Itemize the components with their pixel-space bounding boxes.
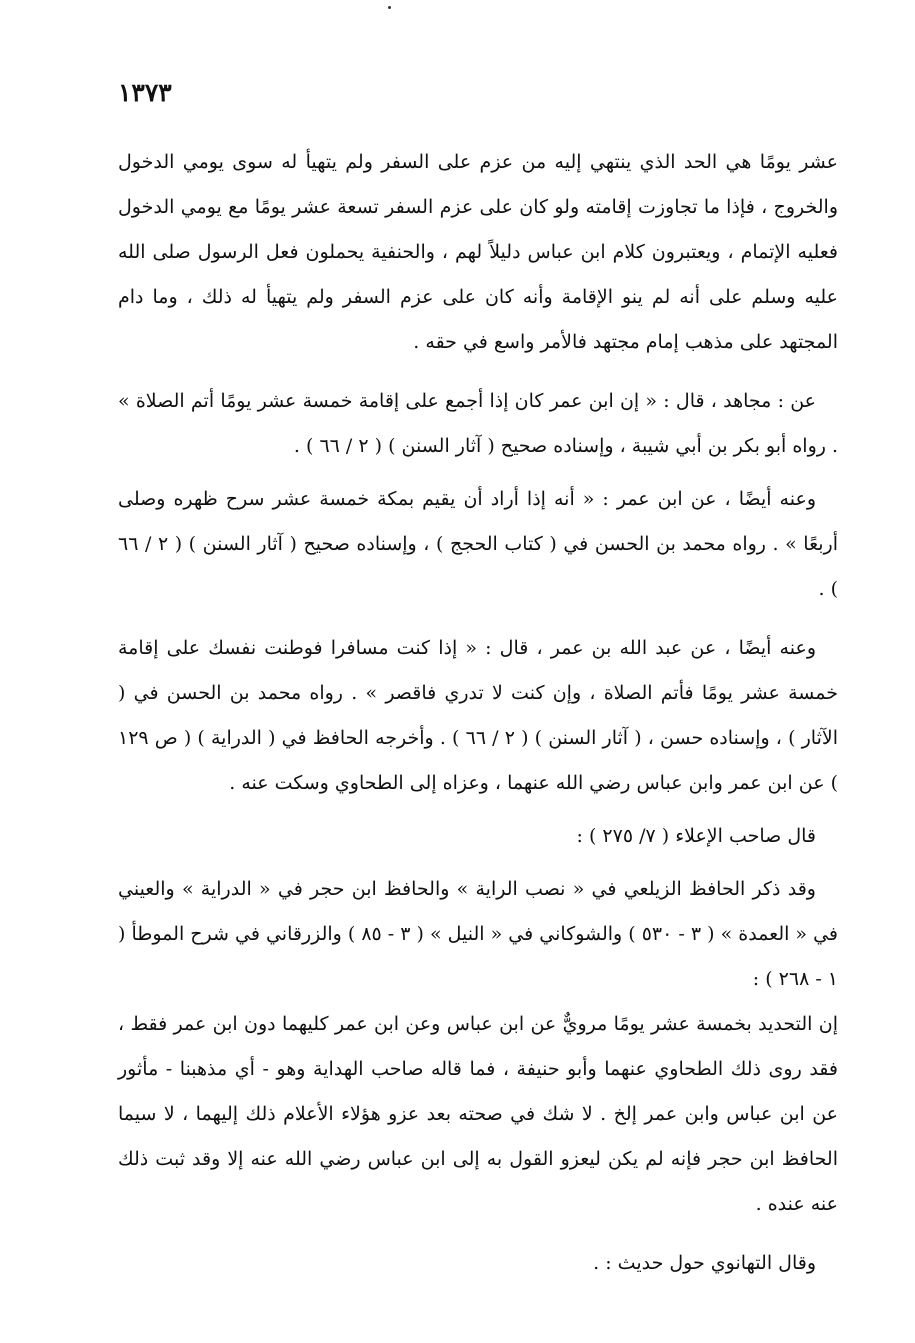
page-body (118, 140, 838, 1286)
page-number: ١٣٧٣ (118, 78, 172, 107)
paragraph-thanawi-heading: وقال التهانوي حول حديث : . (593, 1252, 816, 1274)
paragraph-ilaa-heading: قال صاحب الإعلاء ( ٧/ ٢٧٥ ) : (576, 825, 816, 847)
paragraph-hanafi-view: عشر يومًا هي الحد الذي ينتهي إليه من عزم على السفر ولم يتهيأ له سوى يومي الدخول والخروج ، فإذا ما تجاوزت إقامته ولو كان على عزم السفر تسعة عشر يومًا مع يومي الدخول فعليه الإتمام ، ويعتبرون كلام ابن عباس دليلاً لهم ، والحنفية يحملون فعل الرسول صلى الله عليه وسلم على أنه لم ينو الإقامة وأنه كان على عزم السفر ولم يتهيأ له ذلك ، وما دام المجتهد على مذهب إمام مجتهد فالأمر واسع في حقه . (118, 151, 838, 353)
paragraph-ibn-umar-makkah: وعنه أيضًا ، عن ابن عمر : « أنه إذا أراد أن يقيم بمكة خمسة عشر سرح ظهره وصلى أربعًا » . رواه محمد بن الحسن في ( كتاب الحجج ) ، وإسناده صحيح ( آثار السنن ) ( ٢ / ٦٦ ) . (118, 488, 838, 600)
paragraph-abdullah-ibn-umar: وعنه أيضًا ، عن عبد الله بن عمر ، قال : « إذا كنت مسافرا فوطنت نفسك على إقامة خمسة عشر يومًا فأتم الصلاة ، وإن كنت لا تدري فاقصر » . رواه محمد بن الحسن في ( الآثار ) ، وإسناده حسن ، ( آثار السنن ) ( ٢ / ٦٦ ) . وأخرجه الحافظ في ( الدراية ) ( ص ١٢٩ ) عن ابن عمر وابن عباس رضي الله عنهما ، وعزاه إلى الطحاوي وسكت عنه . (118, 637, 839, 794)
paragraph-hafiz-references: وقد ذكر الحافظ الزيلعي في « نصب الراية » والحافظ ابن حجر في « الدراية » والعيني في « العمدة » ( ٣ - ٥٣٠ ) والشوكاني في « النيل » ( ٣ - ٨٥ ) والزرقاني في شرح الموطأ ( ١ - ٢٦٨ ) : (118, 878, 839, 990)
page-mark (388, 6, 391, 9)
paragraph-mujahid-narration: عن : مجاهد ، قال : « إن ابن عمر كان إذا أجمع على إقامة خمسة عشر يومًا أتم الصلاة » . رواه أبو بكر بن أبي شيبة ، وإسناده صحيح ( آثار السنن ) ( ٢ / ٦٦ ) . (118, 390, 838, 457)
paragraph-quoted-text: إن التحديد بخمسة عشر يومًا مرويٌّ عن ابن عباس وعن ابن عمر كليهما دون ابن عمر فقط ، فقد روى ذلك الطحاوي عنهما وأبو حنيفة ، فما قاله صاحب الهداية وهو - أي مذهبنا - مأثور عن ابن عباس وابن عمر إلخ . لا شك في صحته بعد عزو هؤلاء الأعلام ذلك إليهما ، لا سيما الحافظ ابن حجر فإنه لم يكن ليعزو القول به إلى ابن عباس رضي الله عنه إلا وقد ثبت ذلك عنه عنده . (118, 1013, 838, 1215)
